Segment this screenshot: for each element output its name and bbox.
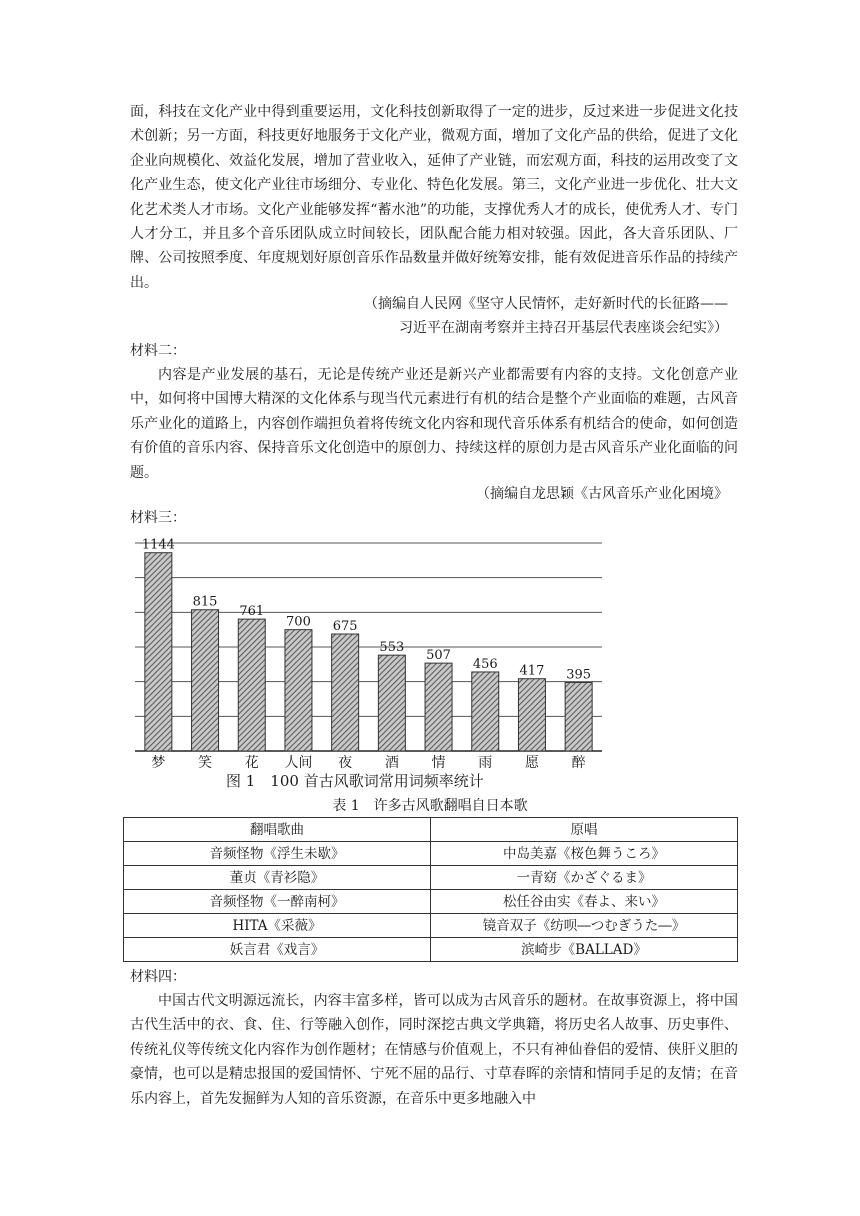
- original-song-cell: 中岛美嘉《桜色舞うころ》: [431, 842, 738, 866]
- chart-data-label: 815: [192, 594, 218, 610]
- original-song-cell: 松任谷由实《春よ、来い》: [431, 890, 738, 914]
- chart-category-label: 雨: [478, 755, 493, 771]
- chart-bar: [332, 634, 359, 751]
- chart-data-label: 1144: [141, 537, 175, 553]
- cover-song-cell: 音频怪物《一醉南柯》: [124, 890, 431, 914]
- table-row: [124, 866, 738, 890]
- chart-data-label: 395: [566, 667, 592, 683]
- original-song-cell: 镜音双子《纺呗―つむぎうた―》: [431, 914, 738, 938]
- material4-label: 材料四：: [130, 969, 186, 985]
- material2-citation: （摘编自龙思颖《古风音乐产业化困境》: [476, 486, 728, 502]
- chart-data-label: 700: [286, 614, 311, 630]
- material1-citation-line2: 习近平在湖南考察并主持召开基层代表座谈会纪实》）: [399, 320, 728, 336]
- chart-bar: [472, 672, 499, 751]
- chart-category-label: 夜: [338, 755, 353, 771]
- original-song-cell: 一青窈《かざぐるま》: [431, 866, 738, 890]
- chart-data-label: 507: [426, 648, 451, 664]
- chart-bar: [238, 619, 265, 751]
- chart-category-label: 笑: [198, 755, 213, 771]
- cover-songs-table: [123, 817, 738, 962]
- column-header-original: 原唱: [431, 818, 738, 842]
- chart-bar: [565, 683, 592, 751]
- chart-bar: [518, 679, 545, 751]
- chart-data-label: 456: [472, 656, 498, 672]
- chart-data-label: 761: [239, 604, 265, 620]
- chart-bar: [425, 663, 452, 751]
- word-frequency-bar-chart: [130, 528, 610, 772]
- table-caption: 表 1 许多古风歌翻唱自日本歌: [332, 798, 528, 814]
- cover-song-cell: 妖言君《戏言》: [124, 938, 431, 962]
- chart-data-label: 417: [519, 663, 545, 679]
- table-row: [124, 914, 738, 938]
- chart-category-label: 酒: [384, 755, 399, 771]
- chart-category-label: 花: [244, 755, 259, 771]
- chart-category-label: 人间: [284, 755, 313, 771]
- cover-song-cell: HITA《采薇》: [124, 914, 431, 938]
- figure-caption: 图 1 100 首古风歌词常用词频率统计: [226, 772, 484, 790]
- column-header-cover: 翻唱歌曲: [124, 818, 431, 842]
- table-row: [124, 842, 738, 866]
- chart-bar: [378, 655, 405, 751]
- chart-category-label: 情: [431, 755, 446, 771]
- material3-label: 材料三：: [130, 510, 186, 526]
- chart-data-label: 675: [332, 619, 358, 634]
- table-row: [124, 938, 738, 962]
- chart-category-label: 愿: [524, 755, 539, 771]
- table-header-row: [124, 818, 738, 842]
- cover-song-cell: 音频怪物《浮生未歇》: [124, 842, 431, 866]
- chart-bar: [285, 630, 312, 751]
- material2-label: 材料二：: [130, 343, 186, 359]
- cover-song-cell: 董贞《青衫隐》: [124, 866, 431, 890]
- material4-paragraph: 中国古代文明源远流长，内容丰富多样，皆可以成为古风音乐的题材。在故事资源上，将中国古代生活中的衣、食、住、行等融入创作，同时深挖古典文学典籍，将历史名人故事、历史事件、传统礼仪等传统文化内容作为创作题材；在情感与价值观上，不只有神仙眷侣的爱情、侠肝义胆的豪情，也可以是精忠报国的爱国情怀、宁死不屈的品行、寸草春晖的亲情和情同手足的友情；在音乐内容上，首先发掘鲜为人知的音乐资源，在音乐中更多地融入中: [130, 993, 738, 1107]
- chart-category-label: 梦: [151, 755, 166, 771]
- material1-citation-line1: （摘编自人民网《坚守人民情怀，走好新时代的长征路——: [364, 296, 728, 312]
- chart-bar: [145, 553, 172, 751]
- chart-category-label: 醉: [571, 755, 586, 771]
- table-row: [124, 890, 738, 914]
- material2-paragraph: 内容是产业发展的基石，无论是传统产业还是新兴产业都需要有内容的支持。文化创意产业中，如何将中国博大精深的文化体系与现当代元素进行有机的结合是整个产业面临的难题，古风音乐产业化的道路上，内容创作端担负着将传统文化内容和现代音乐体系有机结合的使命，如何创造有价值的音乐内容、保持音乐文化创造中的原创力、持续这样的原创力是古风音乐产业化面临的问题。: [130, 367, 738, 481]
- original-song-cell: 滨崎步《BALLAD》: [431, 938, 738, 962]
- chart-data-label: 553: [379, 640, 405, 656]
- material1-paragraph: 面，科技在文化产业中得到重要运用，文化科技创新取得了一定的进步，反过来进一步促进文化技术创新；另一方面，科技更好地服务于文化产业，微观方面，增加了文化产品的供给，促进了文化企业向规模化、效益化发展，增加了营业收入，延伸了产业链，而宏观方面，科技的运用改变了文化产业生态，使文化产业往市场细分、专业化、特色化发展。第三，文化产业进一步优化、壮大文化艺术类人才市场。文化产业能够发挥“蓄水池”的功能，支撑优秀人才的成长，使优秀人才、专门人才分工，并且多个音乐团队成立时间较长，团队配合能力相对较强。因此，各大音乐团队、厂牌、公司按照季度、年度规划好原创音乐作品数量并做好统筹安排，能有效促进音乐作品的持续产出。: [130, 104, 738, 291]
- chart-bar: [192, 610, 219, 751]
